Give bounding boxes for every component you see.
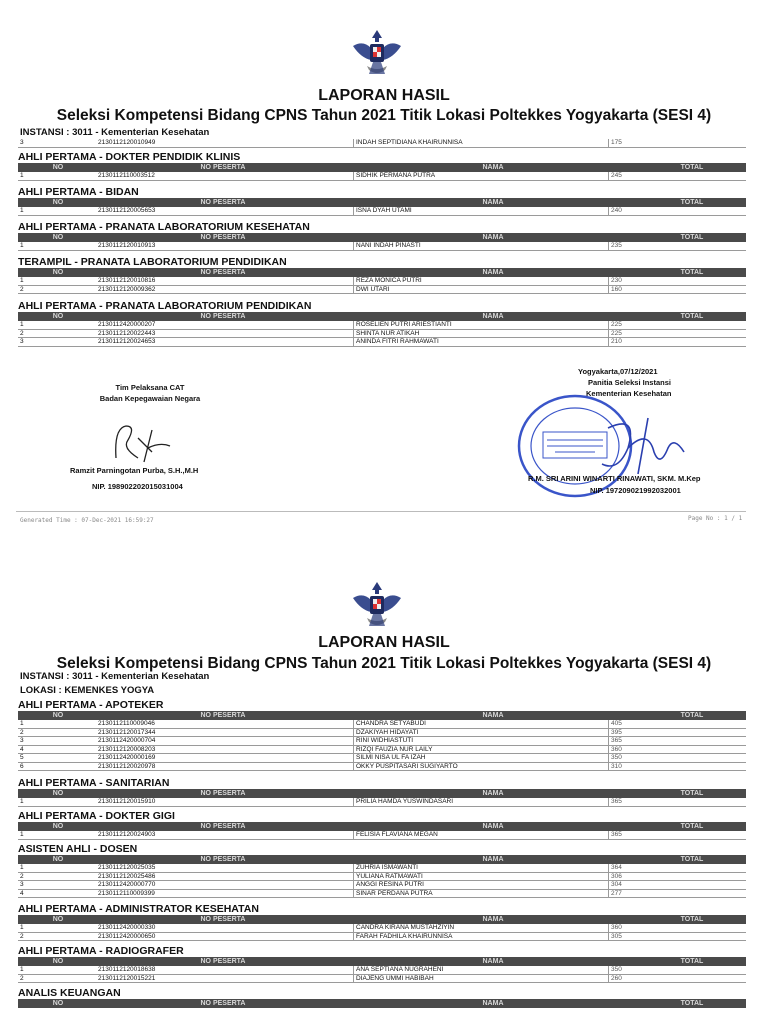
cell-nama: SINAR PERDANA PUTRA (353, 890, 608, 898)
cell-peserta: 2130112420000770 (98, 881, 156, 888)
cell-peserta: 2130112110003512 (98, 172, 155, 179)
section-title: AHLI PERTAMA - SANITARIAN (18, 777, 170, 789)
footer-divider (16, 511, 746, 512)
report-title: LAPORAN HASIL (318, 634, 450, 651)
cell-peserta: 2130112420000650 (98, 932, 156, 940)
table-row (18, 338, 746, 347)
table-header (18, 198, 746, 207)
cell-nama: SILMI NISA UL FA IZAH (353, 754, 608, 762)
cell-nama: RIZQI FAUZIA NUR LAILY (353, 746, 608, 754)
column-header-nama: NAMA (482, 269, 504, 276)
signer-nip-right: NIP. 197209021992032001 (590, 486, 681, 495)
column-header-peserta: NO PESERTA (200, 958, 246, 965)
section-title: AHLI PERTAMA - APOTEKER (18, 699, 164, 711)
cell-total: 277 (608, 890, 746, 898)
cell-peserta: 2130112120010816 (98, 277, 156, 284)
cell-nama: CANDRA KIRANA MUSTAHZIYIN (353, 924, 608, 932)
cell-peserta: 2130112120010949 (98, 139, 156, 146)
section-title: AHLI PERTAMA - DOKTER PENDIDIK KLINIS (18, 151, 241, 163)
instansi-label: INSTANSI : 3011 - Kementerian Kesehatan (20, 127, 210, 138)
column-header-nama: NAMA (482, 164, 504, 171)
cell-no: 1 (20, 172, 24, 179)
column-header-no: NO (52, 958, 64, 965)
column-header-peserta: NO PESERTA (200, 1000, 246, 1007)
table-header (18, 789, 746, 798)
signature-block-left (60, 382, 240, 404)
cell-peserta: 2130112120009362 (98, 285, 156, 293)
cell-peserta: 2130112420000207 (98, 321, 156, 328)
cell-nama: CHANDRA SETYABUDI (353, 720, 608, 728)
garuda-emblem-icon (349, 26, 405, 82)
section-ahli-pertama-dokter-pendidik-klinis (18, 151, 746, 181)
cell-total: 240 (608, 207, 746, 215)
table-header (18, 855, 746, 864)
column-header-total: TOTAL (680, 199, 704, 206)
cell-total: 210 (608, 338, 746, 346)
cell-no: 2 (20, 285, 24, 293)
cell-peserta: 2130112120018638 (98, 966, 156, 973)
cell-nama: REZA MONICA PUTRI (353, 277, 608, 285)
cell-no: 1 (20, 720, 24, 727)
cell-no: 3 (20, 881, 24, 888)
table-header (18, 312, 746, 321)
cell-peserta: 2130112120015910 (98, 798, 156, 805)
table-header (18, 268, 746, 277)
cell-no: 1 (20, 798, 24, 805)
table-row (18, 330, 746, 339)
signer-org-line2: Badan Kepegawaian Negara (99, 394, 201, 403)
cell-total: 310 (608, 763, 746, 771)
column-header-total: TOTAL (680, 856, 704, 863)
report-subtitle: Seleksi Kompetensi Bidang CPNS Tahun 2021 Titik Lokasi Poltekkes Yogyakarta (SESI 4) (56, 107, 712, 124)
cell-no: 2 (20, 932, 24, 940)
column-header-no: NO (52, 916, 64, 923)
column-header-peserta: NO PESERTA (200, 856, 246, 863)
table-row (18, 139, 746, 148)
cell-no: 1 (20, 864, 24, 871)
cell-no: 4 (20, 745, 24, 753)
column-header-peserta: NO PESERTA (200, 234, 246, 241)
cell-total: 235 (608, 242, 746, 250)
column-header-no: NO (52, 313, 64, 320)
column-header-peserta: NO PESERTA (200, 313, 246, 320)
section-title: AHLI PERTAMA - ADMINISTRATOR KESEHATAN (18, 903, 259, 915)
cell-total: 245 (608, 172, 746, 180)
table-header (18, 711, 746, 720)
section-title: ANALIS KEUANGAN (18, 987, 121, 999)
column-header-peserta: NO PESERTA (200, 164, 246, 171)
column-header-nama: NAMA (482, 856, 504, 863)
table-header (18, 915, 746, 924)
table-row (18, 746, 746, 755)
cell-no: 2 (20, 728, 24, 736)
table-row (18, 890, 746, 899)
column-header-no: NO (52, 856, 64, 863)
cell-total: 360 (608, 746, 746, 754)
cell-nama: ANGGI RESINA PUTRI (353, 881, 608, 889)
section-ahli-pertama-apoteker (18, 699, 746, 771)
section-title: ASISTEN AHLI - DOSEN (18, 843, 138, 855)
table-header (18, 163, 746, 172)
column-header-total: TOTAL (680, 234, 704, 241)
cell-nama: ISNA DYAH UTAMI (353, 207, 608, 215)
table-header (18, 822, 746, 831)
table-row (18, 763, 746, 772)
section-ahli-pertama-sanitarian (18, 777, 746, 807)
table-header (18, 999, 746, 1008)
section-title: TERAMPIL - PRANATA LABORATORIUM PENDIDIKAN (18, 256, 287, 268)
section-title: AHLI PERTAMA - PRANATA LABORATORIUM PENDIDIKAN (18, 300, 312, 312)
report-page-2 (0, 570, 768, 1024)
table-row (18, 873, 746, 882)
table-row (18, 277, 746, 286)
cell-total: 160 (608, 286, 746, 294)
cell-nama: RINI WIDHIASTUTI (353, 737, 608, 745)
generated-time: Generated Time : 07-Dec-2021 16:59:27 (20, 517, 154, 524)
table-row (18, 798, 746, 807)
cell-peserta: 2130112120025486 (98, 872, 156, 880)
column-header-total: TOTAL (680, 269, 704, 276)
cell-total: 230 (608, 277, 746, 285)
cell-nama: DWI UTARI (353, 286, 608, 294)
cell-total: 225 (608, 330, 746, 338)
table-row (18, 754, 746, 763)
section-title: AHLI PERTAMA - RADIOGRAFER (18, 945, 184, 957)
column-header-nama: NAMA (482, 958, 504, 965)
cell-peserta: 2130112120017344 (98, 728, 156, 736)
instansi-label: INSTANSI : 3011 - Kementerian Kesehatan (20, 671, 210, 682)
column-header-total: TOTAL (680, 1000, 704, 1007)
handwritten-signature-right (588, 408, 698, 480)
section-terampil-pranata-laboratorium-pendidikan (18, 256, 746, 294)
column-header-total: TOTAL (680, 958, 704, 965)
cell-no: 2 (20, 974, 24, 982)
cell-peserta: 2130112110009046 (98, 720, 155, 727)
signer-name-right: R.M. SRI ARINI WINARTI RINAWATI, SKM. M.Kep (528, 474, 701, 483)
cell-nama: INDAH SEPTIDIANA KHAIRUNNISA (353, 139, 608, 147)
table-row (18, 242, 746, 251)
table-row (18, 729, 746, 738)
table-row (18, 720, 746, 729)
lokasi-label: LOKASI : KEMENKES YOGYA (20, 685, 155, 696)
column-header-no: NO (52, 164, 64, 171)
column-header-no: NO (52, 269, 64, 276)
cell-nama: ROSELIEN PUTRI ARIESTIANTI (353, 321, 608, 329)
table-header (18, 957, 746, 966)
cell-total: 304 (608, 881, 746, 889)
cell-no: 2 (20, 872, 24, 880)
page-gap (0, 535, 768, 570)
table-row (18, 881, 746, 890)
table-row (18, 831, 746, 840)
column-header-no: NO (52, 790, 64, 797)
section-ahli-pertama-bidan (18, 186, 746, 216)
column-header-nama: NAMA (482, 823, 504, 830)
cell-nama: PRILIA HAMDA YUSWINDASARI (353, 798, 608, 806)
cell-peserta: 2130112110009399 (98, 889, 155, 897)
cell-peserta: 2130112120005653 (98, 207, 156, 214)
cell-peserta: 2130112120025035 (98, 864, 156, 871)
cell-total: 365 (608, 798, 746, 806)
cell-peserta: 2130112120010913 (98, 242, 156, 249)
column-header-peserta: NO PESERTA (200, 916, 246, 923)
column-header-peserta: NO PESERTA (200, 712, 246, 719)
section-analis-keuangan (18, 987, 746, 1008)
section-ahli-pertama-administrator-kesehatan (18, 903, 746, 941)
cell-peserta: 2130112120024903 (98, 831, 156, 838)
column-header-nama: NAMA (482, 1000, 504, 1007)
cell-nama: YULIANA RATMAWATI (353, 873, 608, 881)
cell-nama: FARAH FADHILA KHAIRUNNISA (353, 933, 608, 941)
section-ahli-pertama-radiografer (18, 945, 746, 983)
table-row (18, 966, 746, 975)
cell-no: 2 (20, 329, 24, 337)
column-header-total: TOTAL (680, 164, 704, 171)
cell-no: 3 (20, 737, 24, 744)
cell-no: 3 (20, 139, 24, 146)
table-row (18, 933, 746, 942)
cell-peserta: 2130112120020978 (98, 762, 156, 770)
page-number: Page No : 1 / 1 (688, 515, 743, 522)
cell-total: 350 (608, 754, 746, 762)
signer-org-line1: Tim Pelaksana CAT (115, 383, 185, 392)
cell-total: 350 (608, 966, 746, 974)
cell-peserta: 2130112120008203 (98, 745, 156, 753)
signer-name-left: Ramzit Parningotan Purba, S.H.,M.H (70, 466, 199, 475)
column-header-total: TOTAL (680, 790, 704, 797)
column-header-nama: NAMA (482, 234, 504, 241)
table-row (18, 924, 746, 933)
column-header-nama: NAMA (482, 199, 504, 206)
cell-total: 175 (608, 139, 746, 147)
cell-total: 364 (608, 864, 746, 872)
cell-no: 3 (20, 338, 24, 345)
cell-peserta: 2130112120024653 (98, 338, 156, 345)
section-asisten-ahli-dosen (18, 843, 746, 898)
cell-no: 1 (20, 924, 24, 931)
signer-nip-left: NIP. 198902202015031004 (92, 482, 183, 491)
column-header-nama: NAMA (482, 916, 504, 923)
cell-total: 405 (608, 720, 746, 728)
section-ahli-pertama-dokter-gigi (18, 810, 746, 840)
cell-no: 1 (20, 242, 24, 249)
cell-nama: ANINDA FITRI RAHMAWATI (353, 338, 608, 346)
cell-no: 1 (20, 966, 24, 973)
cell-total: 305 (608, 933, 746, 941)
column-header-no: NO (52, 712, 64, 719)
column-header-nama: NAMA (482, 790, 504, 797)
handwritten-signature-left (108, 418, 178, 464)
cell-no: 1 (20, 831, 24, 838)
table-row (18, 864, 746, 873)
cell-no: 1 (20, 207, 24, 214)
section-ahli-pertama-pranata-laboratorium-kesehatan (18, 221, 746, 251)
cell-no: 1 (20, 277, 24, 284)
cell-no: 6 (20, 762, 24, 770)
column-header-nama: NAMA (482, 313, 504, 320)
column-header-no: NO (52, 199, 64, 206)
cell-no: 5 (20, 754, 24, 761)
column-header-peserta: NO PESERTA (200, 269, 246, 276)
cell-no: 4 (20, 889, 24, 897)
cell-nama: OKKY PUSPITASARI SUGIYARTO (353, 763, 608, 771)
cell-peserta: 2130112420000704 (98, 737, 156, 744)
column-header-no: NO (52, 823, 64, 830)
column-header-peserta: NO PESERTA (200, 823, 246, 830)
cell-peserta: 2130112120022443 (98, 329, 156, 337)
place-date: Yogyakarta,07/12/2021 (578, 367, 658, 376)
cell-no: 1 (20, 321, 24, 328)
cell-nama: SIDHIK PERMANA PUTRA (353, 172, 608, 180)
section-title: AHLI PERTAMA - PRANATA LABORATORIUM KESEHATAN (18, 221, 310, 233)
column-header-no: NO (52, 1000, 64, 1007)
table-row (18, 321, 746, 330)
column-header-total: TOTAL (680, 712, 704, 719)
table-header (18, 233, 746, 242)
cell-nama: SHINTA NUR ATIKAH (353, 330, 608, 338)
garuda-emblem-icon (349, 578, 405, 634)
cell-total: 260 (608, 975, 746, 983)
column-header-peserta: NO PESERTA (200, 790, 246, 797)
table-row (18, 975, 746, 984)
cell-peserta: 2130112420000169 (98, 754, 156, 761)
cell-nama: NANI INDAH PINASTI (353, 242, 608, 250)
column-header-nama: NAMA (482, 712, 504, 719)
report-title: LAPORAN HASIL (318, 87, 450, 104)
column-header-total: TOTAL (680, 823, 704, 830)
table-row (18, 737, 746, 746)
cell-total: 395 (608, 729, 746, 737)
table-row (18, 207, 746, 216)
column-header-total: TOTAL (680, 313, 704, 320)
report-subtitle: Seleksi Kompetensi Bidang CPNS Tahun 2021 Titik Lokasi Poltekkes Yogyakarta (SESI 4) (56, 655, 712, 672)
column-header-no: NO (52, 234, 64, 241)
column-header-total: TOTAL (680, 916, 704, 923)
section-title: AHLI PERTAMA - DOKTER GIGI (18, 810, 175, 822)
cell-total: 360 (608, 924, 746, 932)
section-ahli-pertama-pranata-laboratorium-pendidikan (18, 300, 746, 347)
cell-total: 306 (608, 873, 746, 881)
column-header-peserta: NO PESERTA (200, 199, 246, 206)
cell-nama: DIAJENG UMMI HABIBAH (353, 975, 608, 983)
cell-nama: FELISIA FLAVIANA MEGAN (353, 831, 608, 839)
cell-total: 365 (608, 831, 746, 839)
cell-nama: ANA SEPTIANA NUGRAHENI (353, 966, 608, 974)
committee-line2: Kementerian Kesehatan (586, 389, 672, 398)
cell-total: 365 (608, 737, 746, 745)
lead-row-section (18, 139, 746, 148)
cell-nama: DZAKIYAH HIDAYATI (353, 729, 608, 737)
table-row (18, 172, 746, 181)
cell-nama: ZUHRIA ISMAWANTI (353, 864, 608, 872)
table-row (18, 286, 746, 295)
committee-line1: Panitia Seleksi Instansi (588, 378, 671, 387)
cell-peserta: 2130112420000330 (98, 924, 156, 931)
cell-peserta: 2130112120015221 (98, 974, 156, 982)
section-title: AHLI PERTAMA - BIDAN (18, 186, 139, 198)
cell-total: 225 (608, 321, 746, 329)
